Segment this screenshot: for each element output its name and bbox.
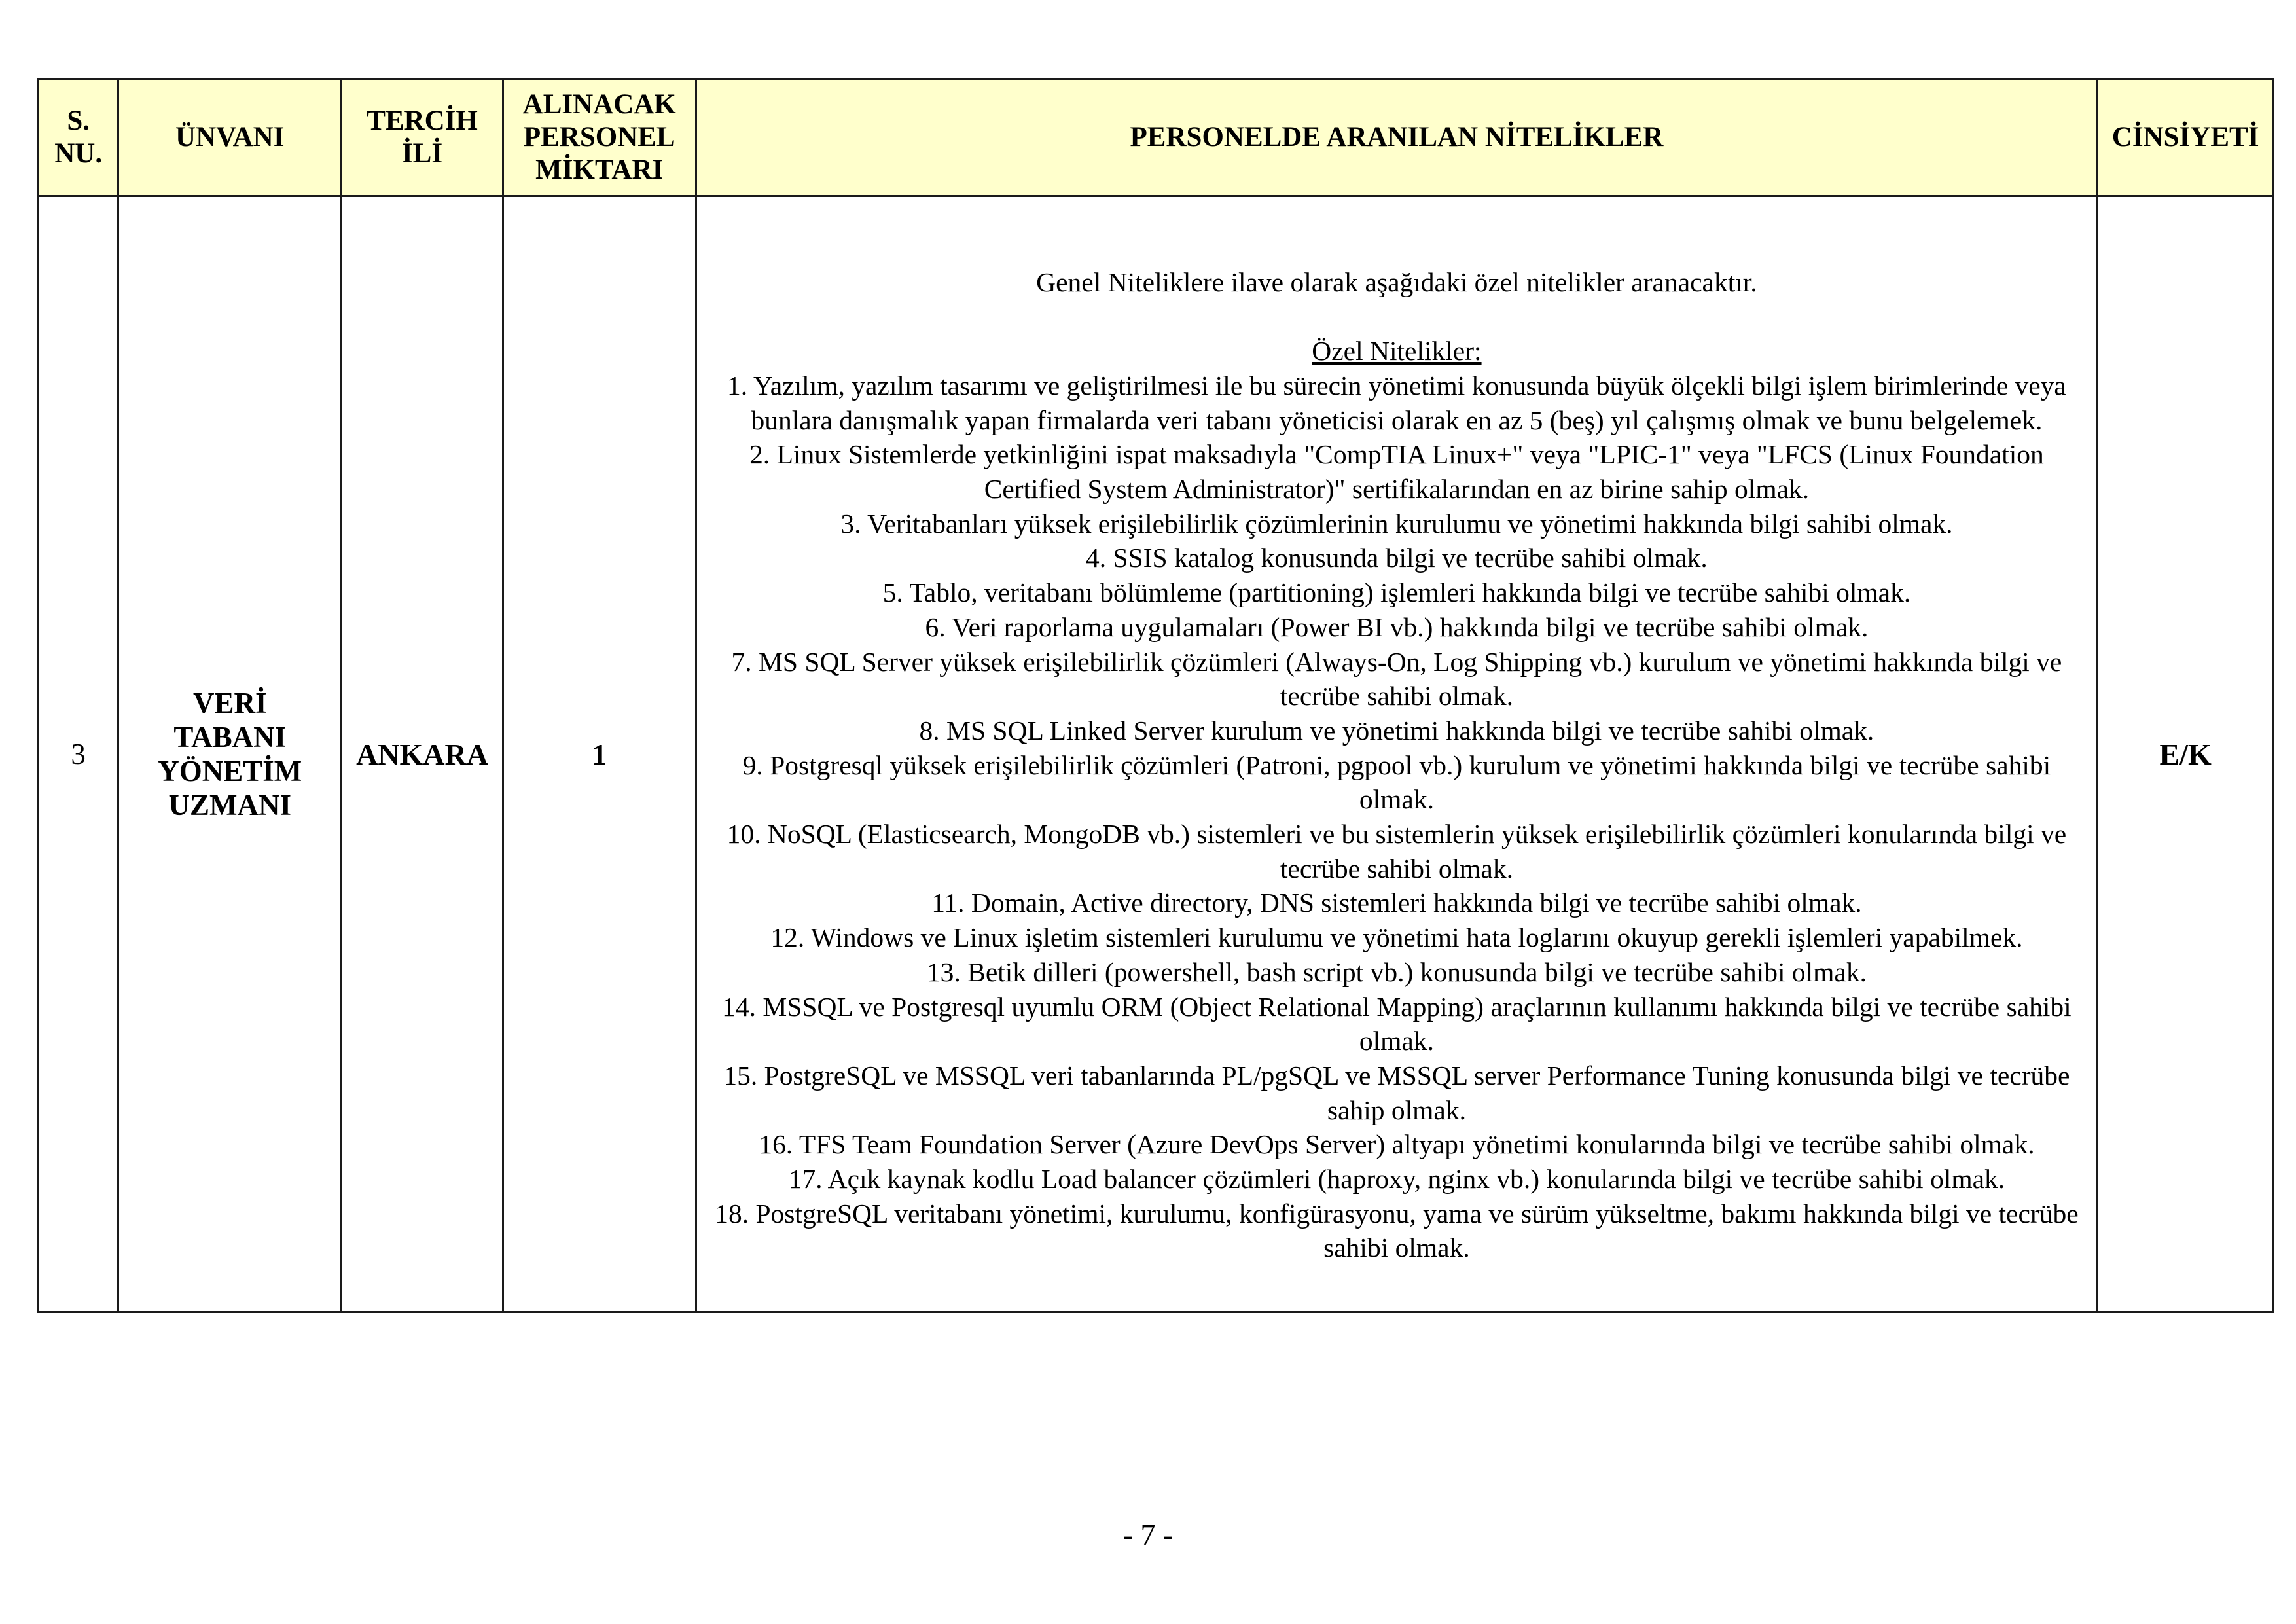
requirement-item: 9. Postgresql yüksek erişilebilirlik çözümleri (Patroni, pgpool vb.) kurulum ve yönetimi hakkında bilgi ve tecrübe sahibi olmak. xyxy=(742,749,2051,815)
requirement-item: 17. Açık kaynak kodlu Load balancer çözümleri (haproxy, nginx vb.) konularında bilgi ve tecrübe sahibi olmak. xyxy=(788,1164,2005,1195)
requirement-item: 16. TFS Team Foundation Server (Azure DevOps Server) altyapı yönetimi konularında bilgi ve tecrübe sahibi olmak. xyxy=(759,1129,2035,1160)
serial-number-cell: 3 xyxy=(39,196,118,1312)
requirement-item: 8. MS SQL Linked Server kurulum ve yönetimi hakkında bilgi ve tecrübe sahibi olmak. xyxy=(919,715,1874,746)
personnel-count-cell: 1 xyxy=(503,196,696,1312)
requirement-item: 11. Domain, Active directory, DNS sistemleri hakkında bilgi ve tecrübe sahibi olmak. xyxy=(931,888,1862,918)
header-gender: CİNSİYETİ xyxy=(2098,79,2274,196)
requirement-item: 12. Windows ve Linux işletim sistemleri kurulumu ve yönetimi hata loglarını okuyup gerekli işlemleri yapabilmek. xyxy=(770,922,2023,953)
requirement-item: 15. PostgreSQL ve MSSQL veri tabanlarında PL/pgSQL ve MSSQL server Performance Tuning konusunda bilgi ve tecrübe sahip olmak. xyxy=(723,1060,2070,1125)
job-positions-table xyxy=(37,78,2274,1313)
requirement-item: 6. Veri raporlama uygulamaları (Power BI vb.) hakkında bilgi ve tecrübe sahibi olmak. xyxy=(925,611,1869,642)
position-title-line: YÖNETİM xyxy=(158,755,302,787)
preferred-city-cell: ANKARA xyxy=(342,196,503,1312)
table-header-row xyxy=(39,79,2274,196)
requirement-item: 1. Yazılım, yazılım tasarımı ve geliştirilmesi ile bu sürecin yönetimi konusunda büyük ölçekli bilgi işlem birimlerinde veya bunlara danışmalık yapan firmalarda veri tabanı yöneticisi olarak en az 5 (beş) yıl çalışmış olmak ve bunu belgelemek. xyxy=(727,370,2066,435)
table-row xyxy=(39,196,2274,1312)
requirement-item: 14. MSSQL ve Postgresql uyumlu ORM (Object Relational Mapping) araçlarının kullanımı hakkında bilgi ve tecrübe sahibi olmak. xyxy=(722,991,2072,1056)
requirements-cell xyxy=(696,196,2098,1312)
requirement-item: 7. MS SQL Server yüksek erişilebilirlik çözümleri (Always-On, Log Shipping vb.) kurulum ve yönetimi hakkında bilgi ve tecrübe sahibi olmak. xyxy=(731,646,2062,712)
header-serial-number: S. NU. xyxy=(39,79,118,196)
requirement-item: 18. PostgreSQL veritabanı yönetimi, kurulumu, konfigürasyonu, yama ve sürüm yükseltme, bakımı hakkında bilgi ve tecrübe sahibi olmak. xyxy=(715,1198,2079,1263)
requirements-intro: Genel Niteliklere ilave olarak aşağıdaki özel nitelikler aranacaktır. xyxy=(1036,266,1757,297)
header-title: ÜNVANI xyxy=(118,79,342,196)
page-number: - 7 - xyxy=(1122,1518,1174,1551)
requirements-list xyxy=(710,369,2084,1265)
requirement-item: 13. Betik dilleri (powershell, bash script vb.) konusunda bilgi ve tecrübe sahibi olmak. xyxy=(926,956,1867,987)
position-title-cell xyxy=(118,196,342,1312)
header-requirements: PERSONELDE ARANILAN NİTELİKLER xyxy=(696,79,2098,196)
position-title-line: VERİ xyxy=(192,687,267,719)
requirement-item: 5. Tablo, veritabanı bölümleme (partitioning) işlemleri hakkında bilgi ve tecrübe sahibi olmak. xyxy=(882,577,1911,608)
position-title-line: TABANI xyxy=(173,721,287,753)
position-title-line: UZMANI xyxy=(168,789,291,821)
requirement-item: 2. Linux Sistemlerde yetkinliğini ispat maksadıyla "CompTIA Linux+" veya "LPIC-1" veya "LFCS (Linux Foundation Certified System Administrator)" sertifikalarından en az birine sahip olmak. xyxy=(749,439,2044,505)
requirement-item: 4. SSIS katalog konusunda bilgi ve tecrübe sahibi olmak. xyxy=(1086,543,1708,573)
special-requirements-heading: Özel Nitelikler: xyxy=(1312,336,1482,367)
header-personnel-count: ALINACAK PERSONEL MİKTARI xyxy=(503,79,696,196)
gender-cell: E/K xyxy=(2098,196,2274,1312)
requirement-item: 10. NoSQL (Elasticsearch, MongoDB vb.) sistemleri ve bu sistemlerin yüksek erişilebilirlik çözümleri konularında bilgi ve tecrübe sahibi olmak. xyxy=(726,819,2067,884)
requirement-item: 3. Veritabanları yüksek erişilebilirlik çözümlerinin kurulumu ve yönetimi hakkında bilgi sahibi olmak. xyxy=(840,508,1953,539)
header-preferred-city: TERCİH İLİ xyxy=(342,79,503,196)
